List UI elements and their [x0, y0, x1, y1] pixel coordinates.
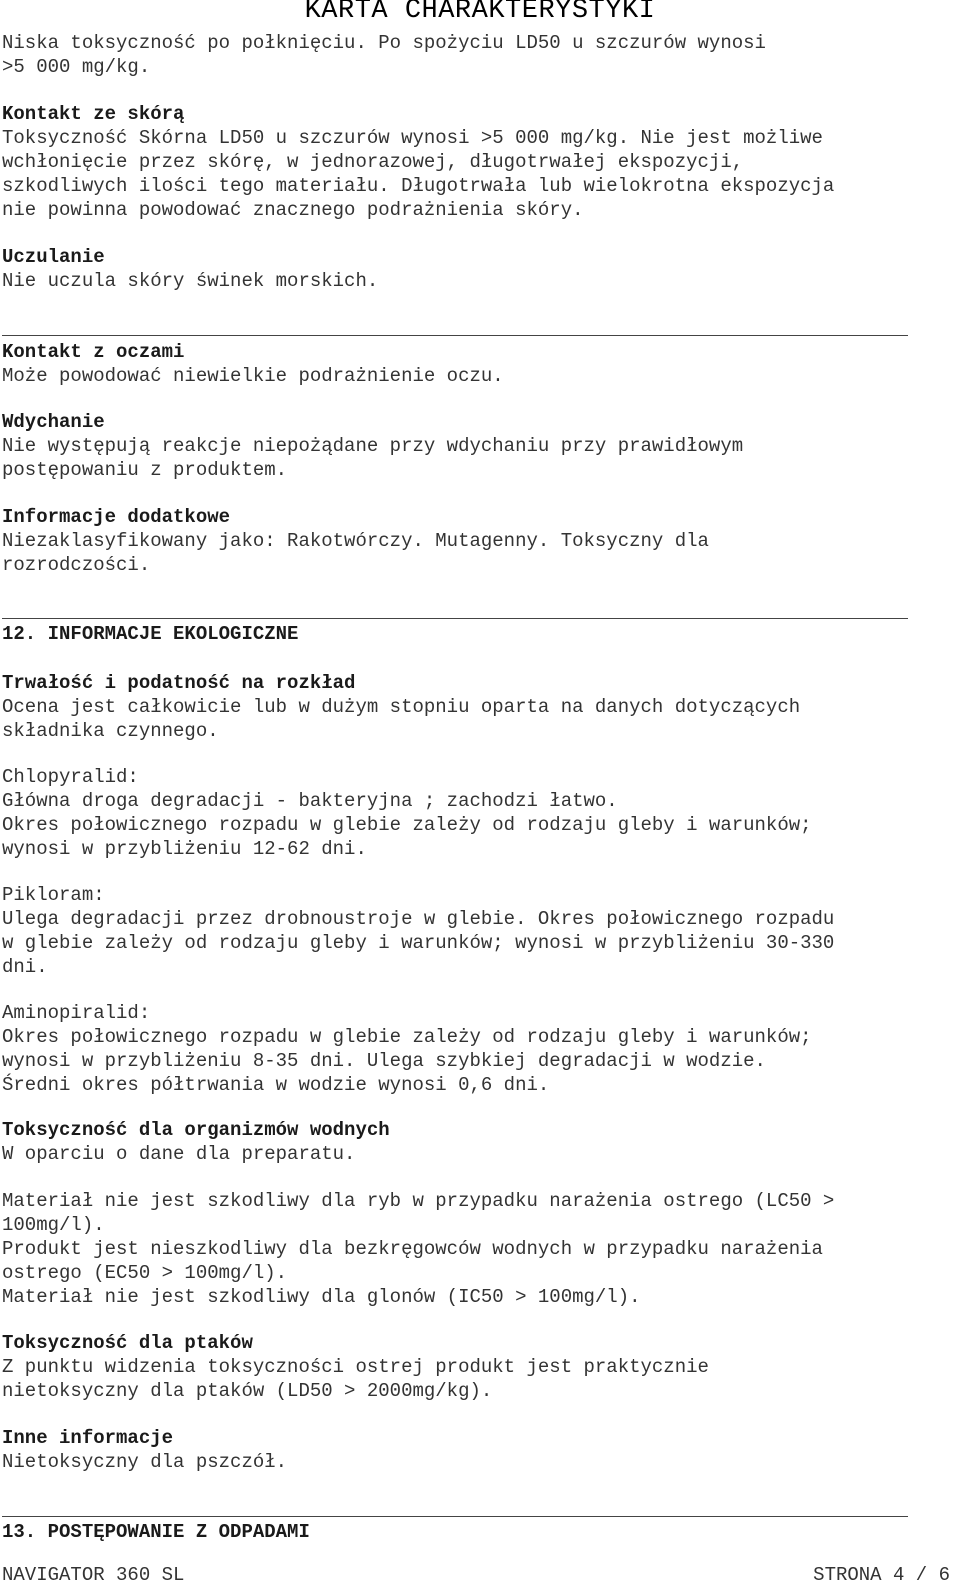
text-line: Ulega degradacji przez drobnoustroje w glebie. Okres połowicznego rozpadu — [2, 908, 835, 930]
text-line: ostrego (EC50 > 100mg/l). — [2, 1262, 288, 1284]
text-line: dni. — [2, 956, 48, 978]
text-line: wynosi w przybliżeniu 8-35 dni. Ulega szybkiej degradacji w wodzie. — [2, 1050, 766, 1072]
heading-persistence: Trwałość i podatność na rozkład — [2, 672, 356, 694]
footer-product-name: NAVIGATOR 360 SL — [2, 1564, 185, 1586]
text-line: szkodliwych ilości tego materiału. Długotrwała lub wielokrotna ekspozycja — [2, 175, 835, 197]
text-line: Główna droga degradacji - bakteryjna ; zachodzi łatwo. — [2, 790, 618, 812]
heading-skin-contact: Kontakt ze skórą — [2, 103, 185, 125]
divider — [2, 618, 908, 619]
heading-inhalation: Wdychanie — [2, 411, 105, 433]
text-line: Może powodować niewielkie podrażnienie oczu. — [2, 365, 504, 387]
heading-other-info: Inne informacje — [2, 1427, 174, 1449]
text-line: postępowaniu z produktem. — [2, 459, 288, 481]
text-line: Nie występują reakcje niepożądane przy wdychaniu przy prawidłowym — [2, 435, 744, 457]
heading-sensitization: Uczulanie — [2, 246, 105, 268]
text-line: Okres połowicznego rozpadu w glebie zależy od rodzaju gleby i warunków; — [2, 1026, 812, 1048]
text-line: składnika czynnego. — [2, 720, 219, 742]
section-12-heading: 12. INFORMACJE EKOLOGICZNE — [2, 623, 299, 645]
heading-aquatic-toxicity: Toksyczność dla organizmów wodnych — [2, 1119, 390, 1141]
text-line: Nie uczula skóry świnek morskich. — [2, 270, 379, 292]
divider — [2, 1516, 908, 1517]
substance-label: Pikloram: — [2, 884, 105, 906]
text-line: wynosi w przybliżeniu 12-62 dni. — [2, 838, 367, 860]
section-13-heading: 13. POSTĘPOWANIE Z ODPADAMI — [2, 1521, 310, 1543]
text-line: rozrodczości. — [2, 554, 151, 576]
text-line: Okres połowicznego rozpadu w glebie zależy od rodzaju gleby i warunków; — [2, 814, 812, 836]
text-line: Nietoksyczny dla pszczół. — [2, 1451, 288, 1473]
heading-eye-contact: Kontakt z oczami — [2, 341, 185, 363]
text-line: W oparciu o dane dla preparatu. — [2, 1143, 356, 1165]
text-line: wchłonięcie przez skórę, w jednorazowej, długotrwałej ekspozycji, — [2, 151, 744, 173]
text-line: Średni okres półtrwania w wodzie wynosi 0,6 dni. — [2, 1074, 550, 1096]
footer-page-number: STRONA 4 / 6 — [813, 1564, 950, 1586]
text-line: Toksyczność Skórna LD50 u szczurów wynosi >5 000 mg/kg. Nie jest możliwe — [2, 127, 823, 149]
text-line: nietoksyczny dla ptaków (LD50 > 2000mg/kg). — [2, 1380, 493, 1402]
text-line: Ocena jest całkowicie lub w dużym stopniu oparta na danych dotyczących — [2, 696, 801, 718]
text-line: >5 000 mg/kg. — [2, 56, 151, 78]
page-title: KARTA CHARAKTERYSTYKI — [304, 0, 656, 26]
text-line: Materiał nie jest szkodliwy dla glonów (IC50 > 100mg/l). — [2, 1286, 641, 1308]
text-line: w glebie zależy od rodzaju gleby i warunków; wynosi w przybliżeniu 30-330 — [2, 932, 835, 954]
substance-label: Aminopiralid: — [2, 1002, 151, 1024]
text-line: nie powinna powodować znacznego podrażnienia skóry. — [2, 199, 584, 221]
heading-additional-info: Informacje dodatkowe — [2, 506, 231, 528]
text-line: Z punktu widzenia toksyczności ostrej produkt jest praktycznie — [2, 1356, 709, 1378]
text-line: Produkt jest nieszkodliwy dla bezkręgowców wodnych w przypadku narażenia — [2, 1238, 823, 1260]
text-line: Materiał nie jest szkodliwy dla ryb w przypadku narażenia ostrego (LC50 > — [2, 1190, 835, 1212]
heading-bird-toxicity: Toksyczność dla ptaków — [2, 1332, 253, 1354]
text-line: Niezaklasyfikowany jako: Rakotwórczy. Mutagenny. Toksyczny dla — [2, 530, 709, 552]
text-line: 100mg/l). — [2, 1214, 105, 1236]
text-line: Niska toksyczność po połknięciu. Po spożyciu LD50 u szczurów wynosi — [2, 32, 766, 54]
substance-label: Chlopyralid: — [2, 766, 139, 788]
divider — [2, 335, 908, 336]
